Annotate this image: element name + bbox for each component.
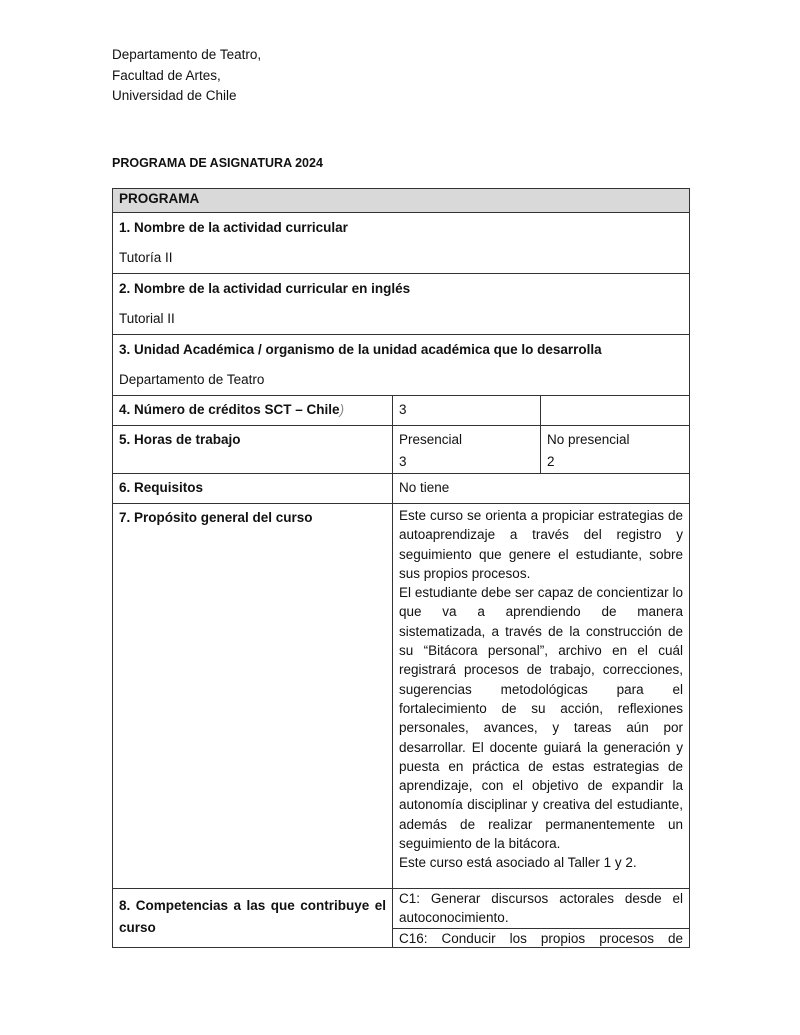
table-row (113, 396, 690, 426)
purpose-cell (393, 504, 690, 889)
table-row (113, 889, 690, 948)
competency-c1: C1: Generar discursos actorales desde el autoconocimiento. (399, 891, 684, 926)
table-row (113, 335, 690, 396)
presencial-cell (393, 426, 541, 474)
presencial-value: 3 (399, 454, 407, 469)
no-presencial-value: 2 (547, 454, 555, 469)
purpose-paragraph-2: El estudiante debe ser capaz de concientizar lo que va a aprendiendo de manera sistematizada, a través de la construcción de su “Bitácora personal”, archivo en el cuál registrará procesos de trabajo, correcciones, sugerencias metodológicas para el fortalecimiento de su acción, reflexiones personales, avances, y tareas aún por desarrollar. El docente guiará la generación y puesta en práctica de estas estrategias de aprendizaje, con el objetivo de expandir la autonomía disciplinar y creativa del estudiante, además de realizar permanentemente un seguimiento de la bitácora. (399, 585, 684, 852)
academic-unit-label: 3. Unidad Académica / organismo de la unidad académica que lo desarrolla (119, 342, 602, 357)
header-line-faculty: Facultad de Artes, (112, 67, 221, 83)
english-name-value: Tutorial II (119, 311, 175, 326)
institution-header (112, 45, 261, 107)
activity-name-cell (113, 213, 690, 274)
purpose-paragraph-1: Este curso se orienta a propiciar estrategias de autoaprendizaje a través del registro y seguimiento que genere el estudiante, sobre sus propios procesos. (399, 508, 684, 581)
table-row (113, 426, 690, 474)
purpose-paragraph-3: Este curso está asociado al Taller 1 y 2. (399, 855, 637, 871)
credits-value: 3 (393, 396, 541, 426)
competencies-cell (393, 889, 690, 948)
presencial-label: Presencial (399, 432, 463, 447)
purpose-label: 7. Propósito general del curso (113, 504, 393, 889)
credits-label: 4. Número de créditos SCT – Chile (119, 402, 340, 417)
document-title: PROGRAMA DE ASIGNATURA 2024 (112, 156, 323, 170)
english-name-label: 2. Nombre de la actividad curricular en inglés (119, 281, 411, 296)
competencies-label: 8. Competencias a las que contribuye el curso (113, 889, 393, 948)
credits-mark: ) (339, 402, 345, 417)
table-row (113, 213, 690, 274)
table-heading-row (113, 189, 690, 213)
no-presencial-cell (541, 426, 690, 474)
activity-name-label: 1. Nombre de la actividad curricular (119, 220, 348, 235)
work-hours-label: 5. Horas de trabajo (113, 426, 393, 474)
credits-empty-cell (541, 396, 690, 426)
academic-unit-cell (113, 335, 690, 396)
competency-c16: C16: Conducir los propios procesos de (393, 928, 689, 947)
table-row (113, 474, 690, 504)
table-row (113, 274, 690, 335)
requirements-value: No tiene (393, 474, 690, 504)
header-line-department: Departamento de Teatro, (112, 47, 262, 62)
header-line-university: Universidad de Chile (112, 88, 237, 103)
no-presencial-label: No presencial (547, 432, 630, 447)
english-name-cell (113, 274, 690, 335)
table-row (113, 504, 690, 889)
table-heading: PROGRAMA (113, 189, 690, 213)
activity-name-value: Tutoría II (119, 250, 173, 265)
credits-label-cell (113, 396, 393, 426)
academic-unit-value: Departamento de Teatro (119, 372, 265, 387)
requirements-label: 6. Requisitos (113, 474, 393, 504)
program-table (112, 188, 690, 948)
